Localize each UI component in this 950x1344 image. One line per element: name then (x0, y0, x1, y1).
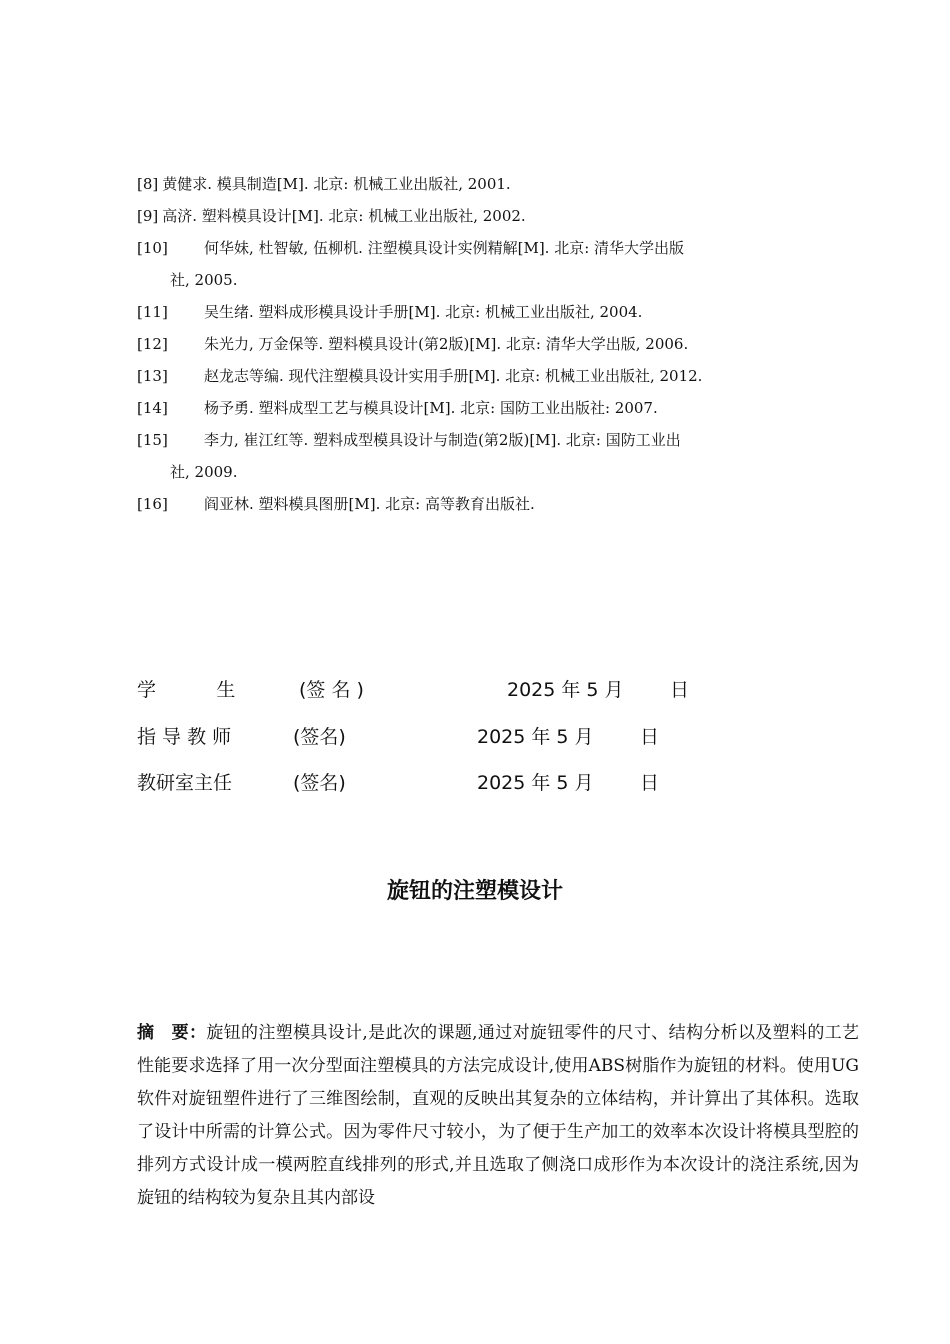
signature-date: 2025 年 5 月 (477, 772, 594, 794)
signature-sign-label: (签名) (293, 772, 346, 794)
signature-sign-label: (签名) (293, 726, 346, 748)
reference-number: [9] (137, 207, 159, 225)
reference-item (137, 232, 852, 296)
reference-text: 朱光力, 万金保等. 塑料模具设计(第2版)[M]. 北京: 清华大学出版, 2006. (204, 335, 689, 353)
signature-sign-label: (签 名 ) (299, 679, 364, 701)
reference-number: [13] (137, 367, 168, 385)
reference-text: 杨予勇. 塑料成型工艺与模具设计[M]. 北京: 国防工业出版社: 2007. (204, 399, 658, 417)
reference-number: [16] (137, 495, 168, 513)
reference-number: [12] (137, 335, 168, 353)
signature-role: 指 导 教 师 (137, 726, 232, 748)
signature-date: 2025 年 5 月 (507, 679, 624, 701)
reference-number: [11] (137, 303, 168, 321)
reference-item (137, 328, 852, 360)
reference-text-continued: 社, 2005. (170, 271, 238, 289)
reference-number: [15] (137, 431, 168, 449)
reference-item (137, 168, 852, 200)
signature-date: 2025 年 5 月 (477, 726, 594, 748)
reference-text: 高济. 塑料模具设计[M]. 北京: 机械工业出版社, 2002. (162, 207, 526, 225)
signature-day: 日 (640, 726, 660, 748)
reference-text: 何华妹, 杜智敏, 伍柳机. 注塑模具设计实例精解[M]. 北京: 清华大学出版 (204, 239, 685, 257)
reference-text: 吴生绪. 塑料成形模具设计手册[M]. 北京: 机械工业出版社, 2004. (204, 303, 643, 321)
signature-day: 日 (670, 679, 690, 701)
reference-item (137, 296, 852, 328)
abstract-text: 旋钮的注塑模具设计,是此次的课题,通过对旋钮零件的尺寸、结构分析以及塑料的工艺性能要求选择了用一次分型面注塑模具的方法完成设计,使用ABS树脂作为旋钮的材料。使用UG软件对旋钮塑件进行了三维图绘制，直观的反映出其复杂的立体结构，并计算出了其体积。选取了设计中所需的计算公式。因为零件尺寸较小，为了便于生产加工的效率本次设计将模具型腔的排列方式设计成一模两腔直线排列的形式,并且选取了侧浇口成形作为本次设计的浇注系统,因为旋钮的结构较为复杂且其内部设 (137, 1023, 860, 1208)
signature-role: 教研室主任 (137, 772, 233, 794)
reference-list (137, 168, 852, 520)
signature-day: 日 (640, 772, 660, 794)
reference-text: 黄健求. 模具制造[M]. 北京: 机械工业出版社, 2001. (162, 175, 511, 193)
reference-item (137, 200, 852, 232)
reference-text: 赵龙志等编. 现代注塑模具设计实用手册[M]. 北京: 机械工业出版社, 2012. (204, 367, 703, 385)
reference-text: 阎亚林. 塑料模具图册[M]. 北京: 高等教育出版社. (204, 495, 535, 513)
signature-row-advisor (137, 722, 837, 752)
reference-item (137, 488, 852, 520)
signature-row-student (137, 675, 837, 705)
reference-number: [14] (137, 399, 168, 417)
document-title: 旋钮的注塑模设计 (386, 879, 563, 904)
abstract-label: 摘 要： (137, 1023, 207, 1043)
reference-item (137, 392, 852, 424)
reference-number: [8] (137, 175, 159, 193)
reference-text-continued: 社, 2009. (170, 463, 238, 481)
signature-row-director (137, 768, 837, 798)
reference-text: 李力, 崔江红等. 塑料成型模具设计与制造(第2版)[M]. 北京: 国防工业出 (204, 431, 681, 449)
reference-number: [10] (137, 239, 168, 257)
reference-item (137, 360, 852, 392)
reference-item (137, 424, 852, 488)
abstract-paragraph (137, 1017, 859, 1215)
signature-role: 学 生 (137, 679, 236, 701)
